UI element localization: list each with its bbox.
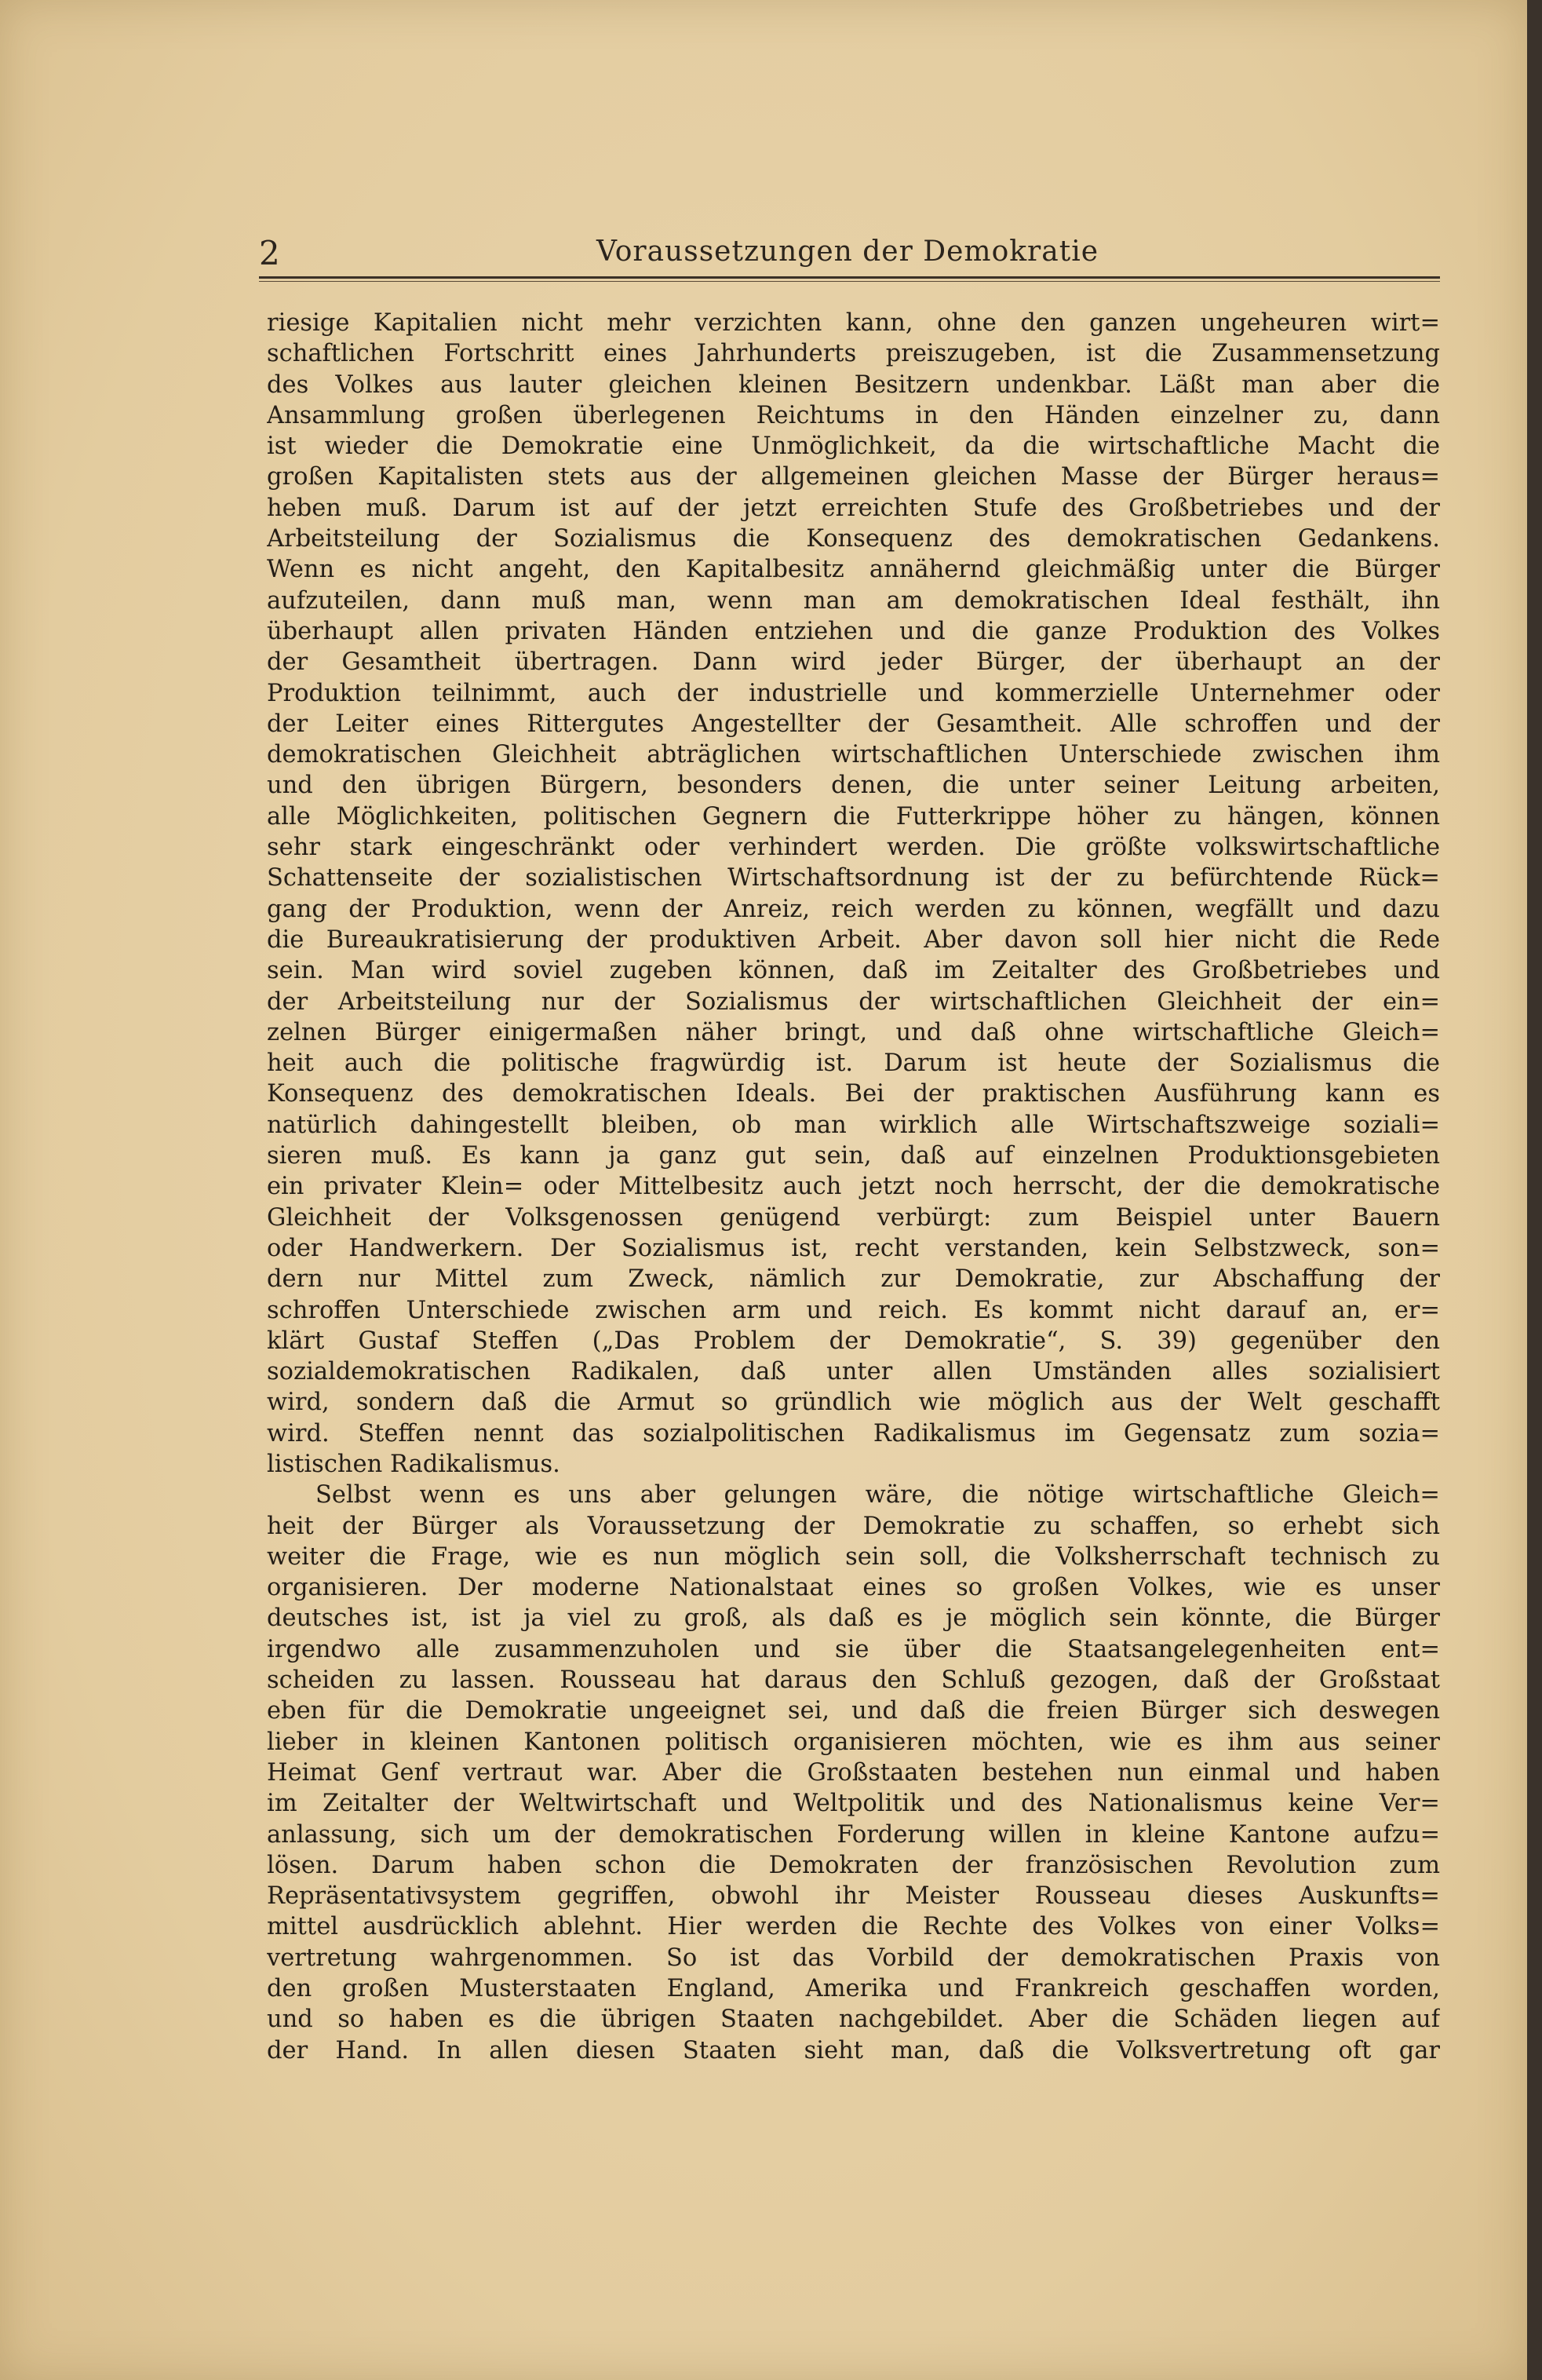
text-line: und den übrigen Bürgern, besonders denen, die unter seiner Leitung arbeiten, [267, 772, 1440, 800]
body-text [267, 308, 1440, 2066]
text-line: schroffen Unterschiede zwischen arm und reich. Es kommt nicht darauf an, er= [267, 1296, 1440, 1324]
header-rule [259, 276, 1440, 279]
text-line: lösen. Darum haben schon die Demokraten der französischen Revolution zum [267, 1851, 1440, 1879]
page-number: 2 [259, 234, 280, 272]
text-line: schaftlichen Fortschritt eines Jahrhunderts preiszugeben, ist die Zusammensetzung [267, 340, 1440, 368]
text-line: heben muß. Darum ist auf der jetzt erreichten Stufe des Großbetriebes und der [267, 494, 1440, 522]
text-line: organisieren. Der moderne Nationalstaat eines so großen Volkes, wie es unser [267, 1574, 1440, 1602]
binding-edge [1527, 0, 1542, 2380]
text-line: Wenn es nicht angeht, den Kapitalbesitz annähernd gleichmäßig unter die Bürger [267, 556, 1440, 584]
text-line: wird. Steffen nennt das sozialpolitischen Radikalismus im Gegensatz zum sozia= [267, 1419, 1440, 1447]
text-line: irgendwo alle zusammenzuholen und sie über die Staatsangelegenheiten ent= [267, 1635, 1440, 1663]
text-line: mittel ausdrücklich ablehnt. Hier werden die Rechte des Volkes von einer Volks= [267, 1913, 1440, 1941]
text-line: deutsches ist, ist ja viel zu groß, als daß es je möglich sein könnte, die Bürger [267, 1604, 1440, 1633]
text-line: der Arbeitsteilung nur der Sozialismus der wirtschaftlichen Gleichheit der ein= [267, 987, 1440, 1016]
text-line: Produktion teilnimmt, auch der industrielle und kommerzielle Unternehmer oder [267, 679, 1440, 707]
text-line: heit auch die politische fragwürdig ist. Darum ist heute der Sozialismus die [267, 1049, 1440, 1078]
text-line: dern nur Mittel zum Zweck, nämlich zur Demokratie, zur Abschaffung der [267, 1265, 1440, 1294]
text-line: zelnen Bürger einigermaßen näher bringt, und daß ohne wirtschaftliche Gleich= [267, 1018, 1440, 1046]
text-line: Schattenseite der sozialistischen Wirtschaftsordnung ist der zu befürchtende Rück= [267, 864, 1440, 892]
text-line: vertretung wahrgenommen. So ist das Vorbild der demokratischen Praxis von [267, 1944, 1440, 1972]
text-line: Selbst wenn es uns aber gelungen wäre, die nötige wirtschaftliche Gleich= [315, 1481, 1440, 1509]
text-line: den großen Musterstaaten England, Amerika und Frankreich geschaffen worden, [267, 1975, 1440, 2003]
text-line: listischen Radikalismus. [267, 1450, 560, 1478]
text-line: Ansammlung großen überlegenen Reichtums in den Händen einzelner zu, dann [267, 401, 1440, 429]
text-line: ein privater Klein= oder Mittelbesitz auch jetzt noch herrscht, der die demokratische [267, 1173, 1440, 1201]
text-line: im Zeitalter der Weltwirtschaft und Weltpolitik und des Nationalismus keine Ver= [267, 1790, 1440, 1818]
text-line: sein. Man wird soviel zugeben können, daß im Zeitalter des Großbetriebes und [267, 957, 1440, 985]
text-line: natürlich dahingestellt bleiben, ob man wirklich alle Wirtschaftszweige soziali= [267, 1111, 1440, 1139]
text-line: riesige Kapitalien nicht mehr verzichten kann, ohne den ganzen ungeheuren wirt= [267, 309, 1440, 337]
text-line: sieren muß. Es kann ja ganz gut sein, daß auf einzelnen Produktionsgebieten [267, 1142, 1440, 1170]
text-line: ist wieder die Demokratie eine Unmöglichkeit, da die wirtschaftliche Macht die [267, 433, 1440, 461]
text-line: großen Kapitalisten stets aus der allgemeinen gleichen Masse der Bürger heraus= [267, 463, 1440, 491]
text-line: Arbeitsteilung der Sozialismus die Konsequenz des demokratischen Gedankens. [267, 525, 1440, 553]
text-line: eben für die Demokratie ungeeignet sei, und daß die freien Bürger sich deswegen [267, 1697, 1440, 1725]
text-line: oder Handwerkern. Der Sozialismus ist, recht verstanden, kein Selbstzweck, son= [267, 1234, 1440, 1262]
text-line: Heimat Genf vertraut war. Aber die Großstaaten bestehen nun einmal und haben [267, 1758, 1440, 1787]
text-line: alle Möglichkeiten, politischen Gegnern die Futterkrippe höher zu hängen, können [267, 802, 1440, 830]
text-line: anlassung, sich um der demokratischen Forderung willen in kleine Kantone aufzu= [267, 1820, 1440, 1849]
text-line: der Hand. In allen diesen Staaten sieht man, daß die Volksvertretung oft gar [267, 2036, 1440, 2064]
text-line: demokratischen Gleichheit abträglichen wirtschaftlichen Unterschiede zwischen ihm [267, 741, 1440, 769]
text-line: überhaupt allen privaten Händen entziehen und die ganze Produktion des Volkes [267, 617, 1440, 645]
running-head: Voraussetzungen der Demokratie [596, 235, 1099, 268]
text-line: heit der Bürger als Voraussetzung der Demokratie zu schaffen, so erhebt sich [267, 1512, 1440, 1540]
text-line: weiter die Frage, wie es nun möglich sein soll, die Volksherrschaft technisch zu [267, 1542, 1440, 1571]
text-line: der Leiter eines Rittergutes Angestellter der Gesamtheit. Alle schroffen und der [267, 710, 1440, 738]
text-line: scheiden zu lassen. Rousseau hat daraus den Schluß gezogen, daß der Großstaat [267, 1666, 1440, 1695]
text-line: aufzuteilen, dann muß man, wenn man am demokratischen Ideal festhält, ihn [267, 586, 1440, 615]
text-line: klärt Gustaf Steffen („Das Problem der Demokratie“, S. 39) gegenüber den [267, 1327, 1440, 1355]
text-line: lieber in kleinen Kantonen politisch organisieren möchten, wie es ihm aus seiner [267, 1728, 1440, 1756]
text-line: und so haben es die übrigen Staaten nachgebildet. Aber die Schäden liegen auf [267, 2006, 1440, 2034]
text-line: sozialdemokratischen Radikalen, daß unter allen Umständen alles sozialisiert [267, 1358, 1440, 1386]
text-line: wird, sondern daß die Armut so gründlich wie möglich aus der Welt geschafft [267, 1389, 1440, 1417]
header-rule-thin [259, 281, 1440, 282]
text-line: die Bureaukratisierung der produktiven Arbeit. Aber davon soll hier nicht die Rede [267, 925, 1440, 954]
text-line: gang der Produktion, wenn der Anreiz, reich werden zu können, wegfällt und dazu [267, 895, 1440, 923]
text-line: des Volkes aus lauter gleichen kleinen Besitzern undenkbar. Läßt man aber die [267, 371, 1440, 399]
text-line: sehr stark eingeschränkt oder verhindert werden. Die größte volkswirtschaftliche [267, 834, 1440, 862]
text-line: Gleichheit der Volksgenossen genügend verbürgt: zum Beispiel unter Bauern [267, 1203, 1440, 1232]
text-line: Konsequenz des demokratischen Ideals. Bei der praktischen Ausführung kann es [267, 1080, 1440, 1108]
text-line: Repräsentativsystem gegriffen, obwohl ihr Meister Rousseau dieses Auskunfts= [267, 1882, 1440, 1911]
text-line: der Gesamtheit übertragen. Dann wird jeder Bürger, der überhaupt an der [267, 648, 1440, 677]
